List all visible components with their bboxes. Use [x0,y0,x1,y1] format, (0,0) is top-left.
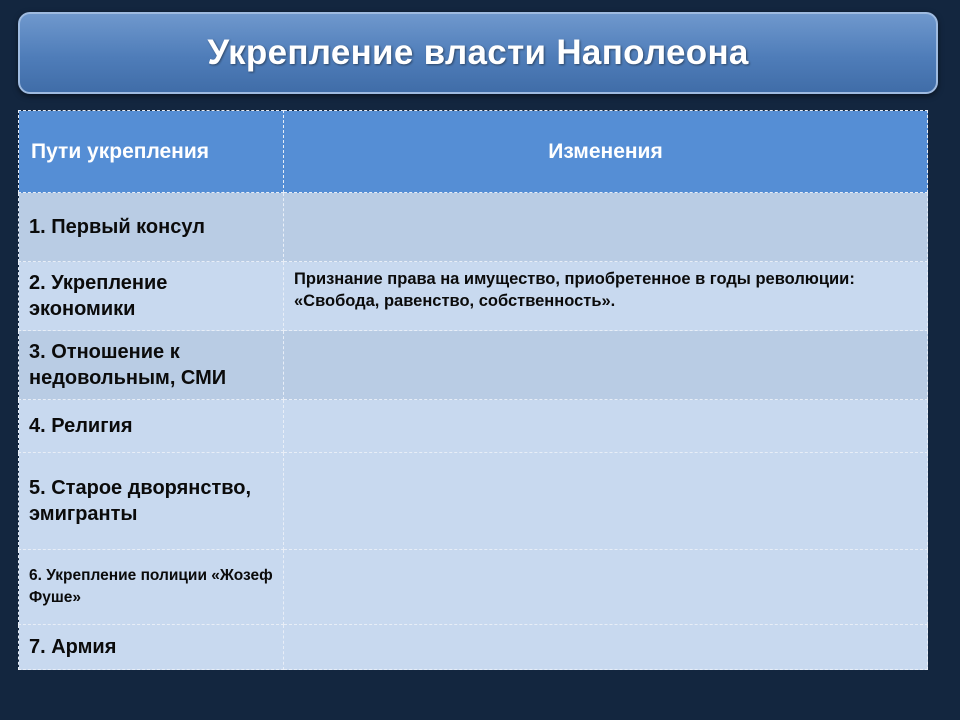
table-row [19,262,928,331]
table-row [19,400,928,453]
table-header-row [19,111,928,193]
table-row [19,453,928,550]
way-cell: 1. Первый консул [19,193,284,262]
table-row [19,625,928,670]
change-cell [284,400,928,453]
header-changes: Изменения [284,111,928,193]
slide-title: Укрепление власти Наполеона [207,33,749,72]
way-cell: 3. Отношение к недовольным, СМИ [19,331,284,400]
table-row [19,331,928,400]
way-cell: 6. Укрепление полиции «Жозеф Фуше» [19,550,284,625]
change-cell [284,550,928,625]
change-cell: Признание права на имущество, приобретенное в годы революции: «Свобода, равенство, собственность». [284,262,928,331]
change-cell [284,453,928,550]
change-cell [284,625,928,670]
way-cell: 7. Армия [19,625,284,670]
way-cell: 5. Старое дворянство, эмигранты [19,453,284,550]
header-ways: Пути укрепления [19,111,284,193]
change-cell [284,331,928,400]
way-cell: 4. Религия [19,400,284,453]
title-banner [18,12,938,94]
table-row [19,550,928,625]
way-cell: 2. Укрепление экономики [19,262,284,331]
change-cell [284,193,928,262]
napoleon-table [18,110,928,670]
table-row [19,193,928,262]
